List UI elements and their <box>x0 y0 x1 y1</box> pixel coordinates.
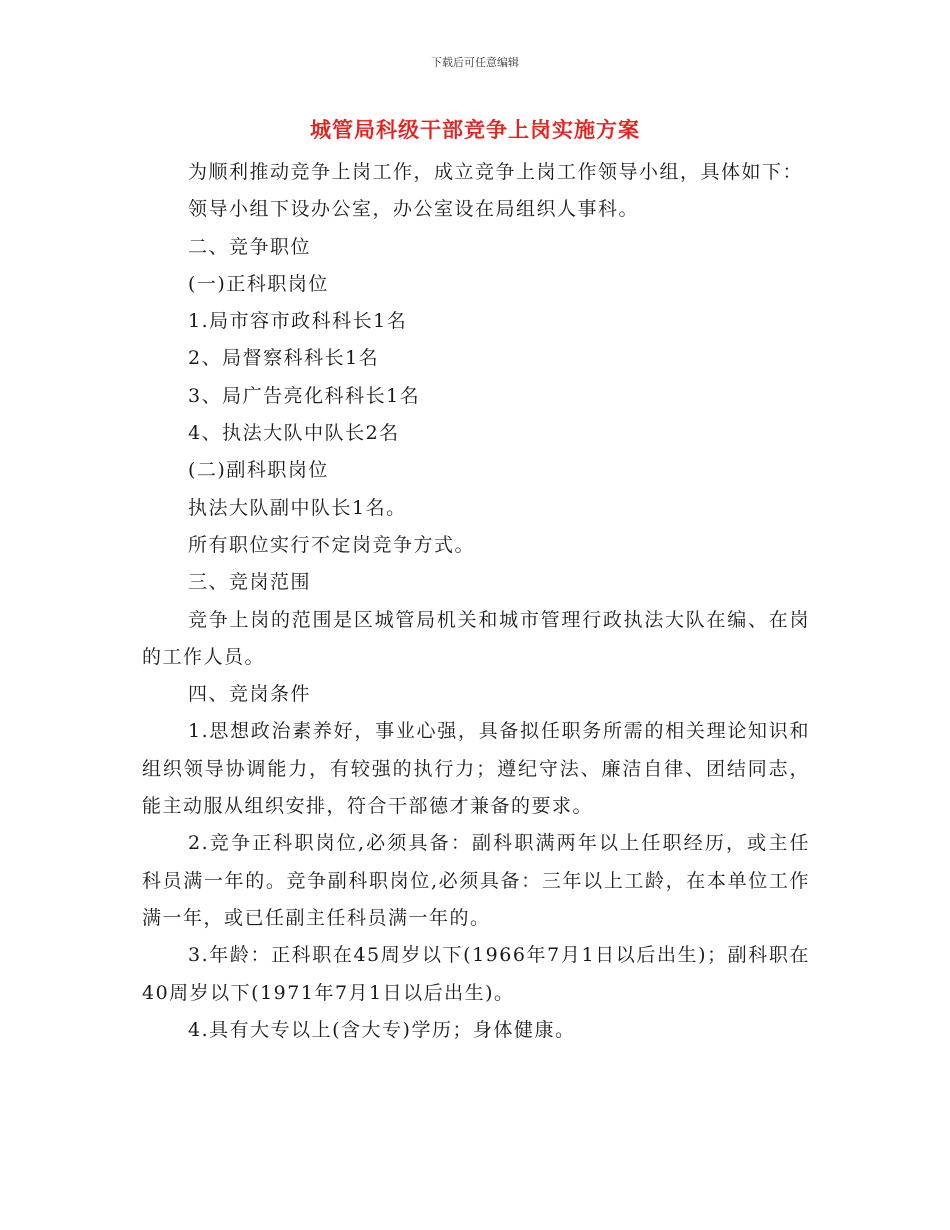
list-item: 2.竞争正科职岗位,必须具备：副科职满两年以上任职经历，或主任科员满一年的。竞争副科职岗位,必须具备：三年以上工龄，在本单位工作满一年，或已任副主任科员满一年的。 <box>142 832 810 929</box>
header-note: 下载后可任意编辑 <box>431 56 519 69</box>
document-title: 城管局科级干部竞争上岗实施方案 <box>310 118 640 142</box>
list-item: 2、局督察科科长1名 <box>188 347 380 370</box>
paragraph: 领导小组下设办公室，办公室设在局组织人事科。 <box>188 198 640 221</box>
list-item: 3、局广告亮化科科长1名 <box>188 384 421 407</box>
section-heading: 四、竞岗条件 <box>188 683 312 706</box>
list-item: 1.思想政治素养好，事业心强，具备拟任职务所需的相关理论知识和组织领导协调能力，有较强的执行力；遵纪守法、廉洁自律、团结同志，能主动服从组织安排，符合干部德才兼备的要求。 <box>142 720 810 818</box>
paragraph: 竞争上岗的范围是区城管局机关和城市管理行政执法大队在编、在岗的工作人员。 <box>142 608 810 668</box>
list-item: 1.局市容市政科科长1名 <box>188 310 408 333</box>
paragraph: 所有职位实行不定岗竞争方式。 <box>188 533 476 556</box>
list-item: 4、执法大队中队长2名 <box>188 422 400 445</box>
section-heading: 二、竞争职位 <box>188 235 312 258</box>
paragraph: 执法大队副中队长1名。 <box>188 496 407 519</box>
section-heading: 三、竞岗范围 <box>188 571 312 594</box>
subsection-heading: (二)副科职岗位 <box>188 459 329 482</box>
document-body <box>142 154 810 1049</box>
subsection-heading: (一)正科职岗位 <box>188 272 329 295</box>
list-item: 3.年龄：正科职在45周岁以下(1966年7月1日以后出生)；副科职在40周岁以下(1971年7月1日以后出生)。 <box>142 944 810 1004</box>
paragraph: 为顺利推动竞争上岗工作，成立竞争上岗工作领导小组，具体如下： <box>188 161 804 183</box>
list-item: 4.具有大专以上(含大专)学历；身体健康。 <box>188 1018 576 1041</box>
